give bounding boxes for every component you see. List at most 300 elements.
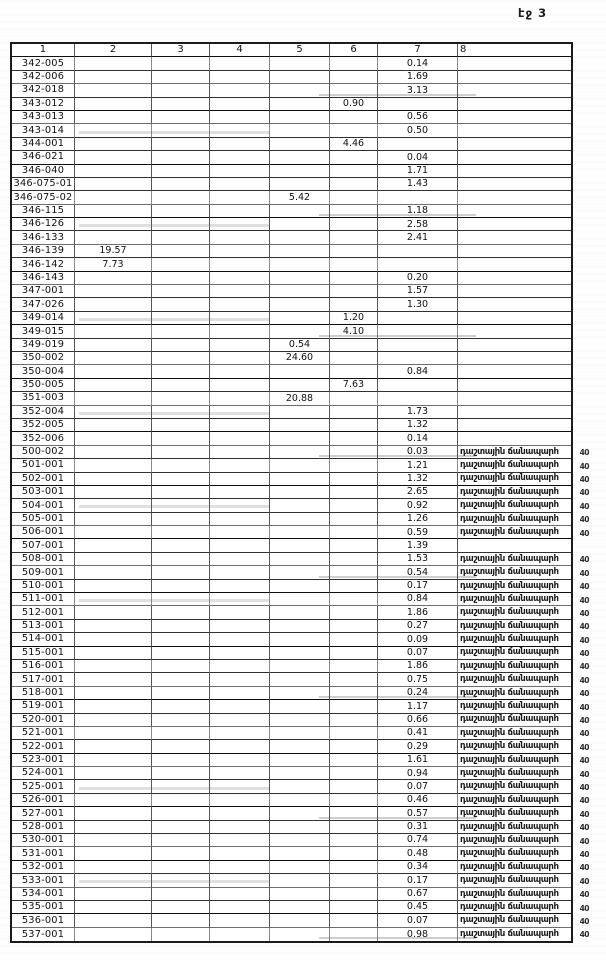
table-row bbox=[12, 874, 589, 887]
value-cell bbox=[330, 245, 378, 258]
value-cell: 1.17 bbox=[378, 700, 458, 713]
value-cell bbox=[210, 807, 270, 820]
table-row bbox=[12, 339, 571, 352]
value-cell bbox=[75, 526, 152, 539]
value-cell bbox=[378, 258, 458, 271]
value-cell bbox=[330, 566, 378, 579]
parcel-code-cell: 352-004 bbox=[12, 406, 75, 419]
value-cell bbox=[270, 526, 330, 539]
value-cell bbox=[270, 138, 330, 151]
value-cell bbox=[270, 178, 330, 191]
table-row bbox=[12, 633, 589, 646]
parcel-code-cell: 521-001 bbox=[12, 727, 75, 740]
value-cell bbox=[152, 580, 210, 593]
value-cell bbox=[210, 593, 270, 606]
value-cell bbox=[75, 580, 152, 593]
value-cell: 2.58 bbox=[378, 218, 458, 231]
table-row bbox=[12, 98, 571, 111]
value-cell bbox=[330, 231, 378, 244]
value-cell bbox=[75, 660, 152, 673]
marginal-note: 40 bbox=[579, 501, 589, 511]
value-cell bbox=[330, 526, 378, 539]
value-cell: 0.98 bbox=[378, 928, 458, 941]
value-cell bbox=[330, 928, 378, 941]
value-cell bbox=[210, 888, 270, 901]
value-cell bbox=[330, 740, 378, 753]
value-cell bbox=[378, 379, 458, 392]
value-cell bbox=[75, 272, 152, 285]
value-cell bbox=[152, 513, 210, 526]
marginal-note: 40 bbox=[579, 903, 589, 913]
marginal-note: 40 bbox=[579, 689, 589, 699]
table-row bbox=[12, 285, 571, 298]
value-cell bbox=[210, 633, 270, 646]
marginal-note: 40 bbox=[579, 769, 589, 779]
value-cell: 1.39 bbox=[378, 539, 458, 552]
parcel-code-cell: 349-015 bbox=[12, 325, 75, 338]
parcel-code-cell: 343-014 bbox=[12, 124, 75, 137]
table-row bbox=[12, 165, 571, 178]
value-cell bbox=[210, 325, 270, 338]
value-cell bbox=[270, 539, 330, 552]
value-cell: 0.07 bbox=[378, 914, 458, 927]
value-cell bbox=[270, 740, 330, 753]
road-label-cell: դաշտային ճանապարհ bbox=[458, 861, 571, 874]
value-cell bbox=[330, 874, 378, 887]
marginal-note: 40 bbox=[579, 662, 589, 672]
value-cell bbox=[270, 633, 330, 646]
value-cell bbox=[270, 580, 330, 593]
value-cell: 0.07 bbox=[378, 647, 458, 660]
value-cell bbox=[210, 231, 270, 244]
value-cell bbox=[330, 580, 378, 593]
value-cell bbox=[270, 57, 330, 70]
value-cell bbox=[270, 325, 330, 338]
parcel-code-cell: 522-001 bbox=[12, 740, 75, 753]
value-cell bbox=[152, 740, 210, 753]
value-cell bbox=[75, 553, 152, 566]
value-cell bbox=[75, 419, 152, 432]
table-row bbox=[12, 660, 589, 673]
road-label-cell bbox=[458, 245, 571, 258]
parcel-code-cell: 518-001 bbox=[12, 687, 75, 700]
value-cell: 0.74 bbox=[378, 834, 458, 847]
value-cell bbox=[210, 620, 270, 633]
value-cell bbox=[210, 459, 270, 472]
parcel-code-cell: 510-001 bbox=[12, 580, 75, 593]
parcel-code-cell: 342-006 bbox=[12, 71, 75, 84]
value-cell bbox=[270, 459, 330, 472]
table-row bbox=[12, 593, 589, 606]
value-cell: 0.50 bbox=[378, 124, 458, 137]
road-label-cell: դաշտային ճանապարհ bbox=[458, 874, 571, 887]
value-cell: 0.17 bbox=[378, 580, 458, 593]
road-label-cell: դաշտային ճանապարհ bbox=[458, 914, 571, 927]
value-cell bbox=[378, 98, 458, 111]
value-cell: 0.14 bbox=[378, 57, 458, 70]
table-row bbox=[12, 84, 571, 97]
value-cell bbox=[210, 526, 270, 539]
value-cell bbox=[270, 84, 330, 97]
value-cell bbox=[270, 593, 330, 606]
value-cell bbox=[330, 258, 378, 271]
value-cell bbox=[75, 486, 152, 499]
value-cell bbox=[378, 245, 458, 258]
value-cell bbox=[270, 928, 330, 941]
value-cell bbox=[152, 687, 210, 700]
parcel-code-cell: 514-001 bbox=[12, 633, 75, 646]
value-cell bbox=[270, 473, 330, 486]
value-cell bbox=[330, 339, 378, 352]
value-cell bbox=[270, 566, 330, 579]
value-cell bbox=[330, 593, 378, 606]
marginal-note: 40 bbox=[579, 863, 589, 873]
value-cell: 0.04 bbox=[378, 151, 458, 164]
value-cell bbox=[270, 620, 330, 633]
value-cell: 1.86 bbox=[378, 606, 458, 619]
value-cell bbox=[152, 553, 210, 566]
value-cell bbox=[270, 258, 330, 271]
value-cell bbox=[210, 874, 270, 887]
value-cell bbox=[152, 231, 210, 244]
value-cell bbox=[75, 794, 152, 807]
value-cell bbox=[152, 714, 210, 727]
table-row bbox=[12, 901, 589, 914]
road-label-cell bbox=[458, 419, 571, 432]
value-cell bbox=[75, 861, 152, 874]
value-cell bbox=[330, 727, 378, 740]
road-label-cell: դաշտային ճանապարհ bbox=[458, 700, 571, 713]
value-cell bbox=[75, 566, 152, 579]
road-label-cell: դաշտային ճանապարհ bbox=[460, 929, 559, 940]
value-cell bbox=[75, 593, 152, 606]
value-cell: 1.53 bbox=[378, 553, 458, 566]
road-label-cell: դաշտային ճանապարհ bbox=[458, 821, 571, 834]
road-label-cell: դաշտային ճանապարհ bbox=[458, 740, 571, 753]
value-cell bbox=[152, 874, 210, 887]
value-cell bbox=[152, 660, 210, 673]
parcel-code-cell: 349-019 bbox=[12, 339, 75, 352]
value-cell bbox=[330, 914, 378, 927]
value-cell bbox=[330, 620, 378, 633]
value-cell bbox=[210, 432, 270, 445]
value-cell bbox=[75, 138, 152, 151]
table-row bbox=[12, 566, 589, 579]
value-cell: 0.24 bbox=[378, 687, 458, 700]
marginal-note: 40 bbox=[579, 461, 589, 471]
value-cell bbox=[378, 191, 458, 204]
value-cell bbox=[270, 124, 330, 137]
value-cell bbox=[270, 861, 330, 874]
value-cell bbox=[210, 566, 270, 579]
value-cell: 7.63 bbox=[330, 379, 378, 392]
value-cell: 0.41 bbox=[378, 727, 458, 740]
value-cell bbox=[210, 606, 270, 619]
road-label-cell bbox=[458, 365, 571, 378]
parcel-code-cell: 352-006 bbox=[12, 432, 75, 445]
value-cell bbox=[210, 138, 270, 151]
value-cell bbox=[75, 928, 152, 941]
value-cell bbox=[330, 446, 378, 459]
parcel-code-cell: 350-005 bbox=[12, 379, 75, 392]
parcel-code-cell: 515-001 bbox=[12, 647, 75, 660]
value-cell: 0.54 bbox=[378, 566, 458, 579]
value-cell bbox=[330, 834, 378, 847]
column-header: 1 bbox=[12, 44, 75, 57]
value-cell bbox=[270, 888, 330, 901]
parcel-code-cell: 525-001 bbox=[12, 780, 75, 793]
road-label-cell bbox=[458, 138, 571, 151]
road-label-cell: դաշտային ճանապարհ bbox=[458, 526, 571, 539]
table-row bbox=[12, 499, 589, 512]
value-cell bbox=[152, 245, 210, 258]
value-cell bbox=[75, 392, 152, 405]
value-cell bbox=[330, 111, 378, 124]
marginal-note: 40 bbox=[579, 930, 589, 940]
value-cell: 0.59 bbox=[378, 526, 458, 539]
value-cell: 3.13 bbox=[378, 84, 458, 97]
road-label-cell: դաշտային ճանապարհ bbox=[458, 807, 571, 820]
road-label-cell bbox=[458, 298, 571, 311]
value-cell bbox=[152, 620, 210, 633]
road-label-cell bbox=[458, 71, 571, 84]
parcel-code-cell: 350-002 bbox=[12, 352, 75, 365]
road-label-cell: դաշտային ճանապարհ bbox=[458, 593, 571, 606]
road-label-cell bbox=[458, 392, 571, 405]
value-cell bbox=[75, 807, 152, 820]
value-cell bbox=[210, 714, 270, 727]
value-cell bbox=[270, 285, 330, 298]
table-row bbox=[12, 914, 589, 927]
value-cell bbox=[270, 874, 330, 887]
marginal-note: 40 bbox=[579, 528, 589, 538]
parcel-code-cell: 349-014 bbox=[12, 312, 75, 325]
value-cell bbox=[270, 151, 330, 164]
value-cell bbox=[270, 821, 330, 834]
value-cell bbox=[75, 298, 152, 311]
value-cell: 0.56 bbox=[378, 111, 458, 124]
value-cell bbox=[152, 780, 210, 793]
value-cell: 1.57 bbox=[378, 285, 458, 298]
marginal-note: 40 bbox=[579, 622, 589, 632]
value-cell bbox=[152, 218, 210, 231]
parcel-code-cell: 535-001 bbox=[12, 901, 75, 914]
table-row bbox=[12, 472, 589, 486]
parcel-code-cell: 528-001 bbox=[12, 821, 75, 834]
column-header: 8 bbox=[458, 44, 571, 57]
road-label-cell bbox=[458, 124, 571, 137]
value-cell bbox=[152, 84, 210, 97]
value-cell bbox=[210, 84, 270, 97]
parcel-code-cell: 512-001 bbox=[12, 606, 75, 619]
value-cell bbox=[330, 298, 378, 311]
value-cell bbox=[152, 821, 210, 834]
road-label-cell: դաշտային ճանապարհ bbox=[458, 473, 571, 486]
value-cell bbox=[152, 419, 210, 432]
value-cell bbox=[210, 419, 270, 432]
table-row bbox=[12, 138, 571, 151]
value-cell bbox=[152, 151, 210, 164]
value-cell bbox=[75, 98, 152, 111]
road-label-cell bbox=[458, 231, 571, 244]
value-cell bbox=[330, 807, 378, 820]
value-cell bbox=[210, 406, 270, 419]
value-cell: 0.34 bbox=[378, 861, 458, 874]
table-row bbox=[12, 740, 589, 753]
value-cell: 0.66 bbox=[378, 714, 458, 727]
value-cell: 0.46 bbox=[378, 794, 458, 807]
value-cell: 19.57 bbox=[75, 245, 152, 258]
value-cell bbox=[330, 178, 378, 191]
value-cell bbox=[152, 98, 210, 111]
parcel-code-cell: 534-001 bbox=[12, 888, 75, 901]
value-cell: 4.46 bbox=[330, 138, 378, 151]
value-cell bbox=[270, 727, 330, 740]
value-cell bbox=[210, 513, 270, 526]
table-row bbox=[12, 754, 589, 767]
value-cell bbox=[210, 365, 270, 378]
value-cell bbox=[270, 432, 330, 445]
value-cell bbox=[152, 727, 210, 740]
value-cell bbox=[330, 84, 378, 97]
value-cell: 0.84 bbox=[378, 365, 458, 378]
table-row bbox=[12, 298, 571, 311]
table-row bbox=[12, 272, 571, 285]
value-cell bbox=[330, 861, 378, 874]
road-label-cell bbox=[458, 272, 571, 285]
table-row bbox=[12, 57, 571, 70]
value-cell bbox=[270, 553, 330, 566]
road-label-cell: դաշտային ճանապարհ bbox=[458, 901, 571, 914]
value-cell bbox=[152, 272, 210, 285]
parcel-code-cell: 520-001 bbox=[12, 714, 75, 727]
value-cell bbox=[152, 928, 210, 941]
road-label-cell: դաշտային ճանապարհ bbox=[458, 754, 571, 767]
value-cell bbox=[75, 191, 152, 204]
value-cell bbox=[210, 553, 270, 566]
marginal-note: 40 bbox=[579, 836, 589, 846]
value-cell bbox=[152, 71, 210, 84]
parcel-code-cell: 346-075-01 bbox=[12, 178, 75, 191]
value-cell bbox=[152, 178, 210, 191]
value-cell bbox=[210, 339, 270, 352]
value-cell: 1.71 bbox=[378, 165, 458, 178]
value-cell bbox=[330, 821, 378, 834]
table-row bbox=[12, 325, 571, 338]
value-cell bbox=[75, 740, 152, 753]
value-cell bbox=[270, 714, 330, 727]
value-cell bbox=[75, 379, 152, 392]
marginal-note: 40 bbox=[579, 448, 589, 458]
value-cell bbox=[152, 834, 210, 847]
value-cell bbox=[152, 473, 210, 486]
value-cell bbox=[330, 365, 378, 378]
road-label-cell bbox=[458, 432, 571, 445]
value-cell bbox=[152, 633, 210, 646]
road-label-cell bbox=[458, 178, 571, 191]
value-cell: 2.65 bbox=[378, 486, 458, 499]
value-cell bbox=[152, 165, 210, 178]
road-label-cell: դաշտային ճանապարհ bbox=[458, 660, 571, 673]
value-cell: 1.32 bbox=[378, 473, 458, 486]
value-cell: 1.73 bbox=[378, 406, 458, 419]
table-row bbox=[12, 486, 589, 499]
table-row bbox=[12, 807, 589, 820]
value-cell bbox=[152, 566, 210, 579]
value-cell bbox=[152, 807, 210, 820]
road-label-cell bbox=[458, 218, 571, 231]
value-cell bbox=[330, 539, 378, 552]
value-cell bbox=[152, 486, 210, 499]
value-cell bbox=[270, 218, 330, 231]
value-cell bbox=[152, 285, 210, 298]
value-cell bbox=[270, 914, 330, 927]
table-row bbox=[12, 124, 571, 137]
value-cell bbox=[330, 205, 378, 218]
marginal-note: 40 bbox=[579, 716, 589, 726]
road-label-cell: դաշտային ճանապարհ bbox=[458, 553, 571, 566]
table-row bbox=[12, 432, 571, 445]
value-cell bbox=[330, 218, 378, 231]
parcel-code-cell: 346-040 bbox=[12, 165, 75, 178]
value-cell bbox=[270, 834, 330, 847]
value-cell: 1.43 bbox=[378, 178, 458, 191]
value-cell bbox=[75, 700, 152, 713]
table-row bbox=[12, 861, 589, 874]
value-cell bbox=[152, 325, 210, 338]
value-cell bbox=[330, 647, 378, 660]
road-label-cell bbox=[458, 325, 571, 338]
value-cell bbox=[210, 191, 270, 204]
value-cell: 0.45 bbox=[378, 901, 458, 914]
value-cell: 0.27 bbox=[378, 620, 458, 633]
value-cell bbox=[210, 580, 270, 593]
value-cell bbox=[210, 754, 270, 767]
value-cell bbox=[210, 499, 270, 512]
value-cell bbox=[330, 406, 378, 419]
marginal-note: 40 bbox=[579, 729, 589, 739]
value-cell bbox=[330, 660, 378, 673]
road-label-cell: դաշտային ճանապարհ bbox=[458, 647, 571, 660]
value-cell bbox=[152, 593, 210, 606]
column-header: 6 bbox=[330, 44, 378, 57]
value-cell bbox=[152, 258, 210, 271]
parcel-code-cell: 500-002 bbox=[12, 446, 75, 459]
parcel-code-cell: 351-003 bbox=[12, 392, 75, 405]
parcel-code-cell: 532-001 bbox=[12, 861, 75, 874]
value-cell: 1.32 bbox=[378, 419, 458, 432]
value-cell bbox=[270, 606, 330, 619]
page-number: էջ 3 bbox=[518, 6, 548, 20]
road-label-cell: դաշտային ճանապարհ bbox=[458, 620, 571, 633]
value-cell bbox=[330, 486, 378, 499]
value-cell bbox=[270, 647, 330, 660]
value-cell bbox=[75, 901, 152, 914]
road-label-cell bbox=[458, 539, 571, 552]
header-row bbox=[12, 44, 571, 57]
value-cell bbox=[210, 218, 270, 231]
table-row bbox=[12, 419, 571, 432]
table-row bbox=[12, 553, 589, 566]
road-label-cell: դաշտային ճանապարհ bbox=[458, 780, 571, 793]
value-cell bbox=[210, 794, 270, 807]
value-cell bbox=[75, 834, 152, 847]
column-header: 4 bbox=[210, 44, 270, 57]
value-cell bbox=[75, 218, 152, 231]
value-cell: 1.20 bbox=[330, 312, 378, 325]
value-cell bbox=[152, 539, 210, 552]
value-cell: 4.10 bbox=[330, 325, 378, 338]
